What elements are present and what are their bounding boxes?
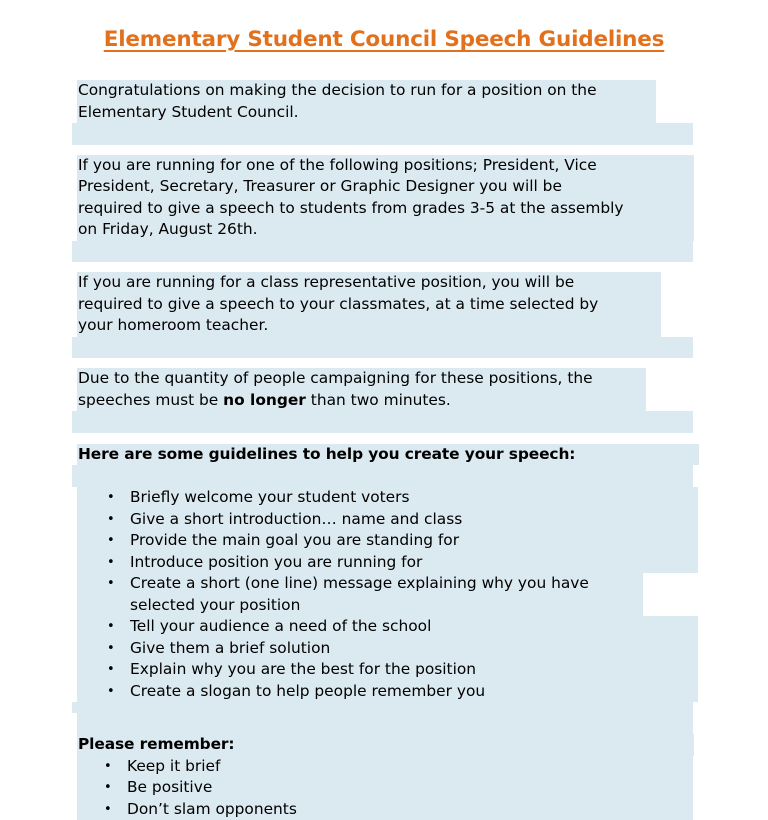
paragraph-line: required to give a speech to your classmates, at a time selected by [77,294,661,316]
paragraph-spacer [72,702,693,713]
list-item-label: Give a short introduction… name and class [130,509,462,531]
paragraph-line: If you are running for a class representative position, you will be [77,272,661,294]
paragraph-line: on Friday, August 26th. [77,219,694,241]
paragraph-elected-positions [77,155,717,241]
paragraph-line-with-bold: speeches must be no longer than two minutes. [77,390,646,412]
list-item [77,659,698,681]
paragraph-spacer [72,241,693,263]
list-item-label: Create a short (one line) message explaining why you have [130,573,589,595]
list-item [77,509,698,531]
bullet-icon: • [107,616,115,638]
paragraph-spacer [72,145,693,155]
list-item [77,573,643,595]
paragraph-spacer [72,337,693,359]
list-item [77,681,698,703]
list-item [77,552,698,574]
list-item-label: Be positive [127,777,212,799]
bullet-icon: • [107,659,115,681]
list-item-label: Give them a brief solution [130,638,330,660]
list-item [77,616,698,638]
list-item [77,756,693,778]
remember-heading: Please remember: [77,734,694,756]
paragraph-spacer [72,465,693,487]
list-item [77,487,698,509]
guidelines-list [77,487,717,702]
list-item-continuation [77,595,643,617]
paragraph-spacer [77,713,693,734]
paragraph-spacer [72,262,693,272]
list-item-label: Introduce position you are running for [130,552,422,574]
paragraph-spacer [72,123,693,145]
bullet-icon: • [104,777,112,799]
paragraph-spacer [72,358,693,368]
remember-list [77,756,717,820]
list-item-label: Tell your audience a need of the school [130,616,431,638]
bullet-icon: • [107,681,115,703]
list-item-label: Keep it brief [127,756,220,778]
paragraph-line: Due to the quantity of people campaigning for these positions, the [77,368,646,390]
bullet-icon: • [107,487,115,509]
list-item [77,777,693,799]
bullet-icon: • [107,552,115,574]
list-item-label: Create a slogan to help people remember you [130,681,485,703]
bullet-icon: • [107,530,115,552]
bullet-icon: • [107,573,115,595]
list-item-label: selected your position [130,595,300,617]
list-item [77,799,693,820]
list-item-label: Don’t slam opponents [127,799,297,820]
paragraph-spacer [72,433,693,444]
bullet-icon: • [107,638,115,660]
guidelines-heading: Here are some guidelines to help you create your speech: [77,444,699,466]
paragraph-line: Congratulations on making the decision to run for a position on the [77,80,656,102]
paragraph-line: your homeroom teacher. [77,315,661,337]
page-title: Elementary Student Council Speech Guidelines [0,27,768,52]
paragraph-line: Elementary Student Council. [77,102,656,124]
list-item [77,638,698,660]
paragraph-line: President, Secretary, Treasurer or Graphic Designer you will be [77,176,694,198]
paragraph-line: required to give a speech to students from grades 3-5 at the assembly [77,198,694,220]
paragraph-class-representative [77,272,717,337]
bullet-icon: • [104,756,112,778]
paragraph-spacer [72,411,693,433]
bullet-icon: • [104,799,112,820]
paragraph-speech-length [77,368,717,411]
document-body [77,80,717,820]
list-item-label: Briefly welcome your student voters [130,487,410,509]
list-item-label: Provide the main goal you are standing for [130,530,459,552]
bullet-icon: • [107,509,115,531]
list-item-label: Explain why you are the best for the position [130,659,476,681]
paragraph-intro [77,80,717,123]
list-item [77,530,698,552]
paragraph-line: If you are running for one of the following positions; President, Vice [77,155,694,177]
